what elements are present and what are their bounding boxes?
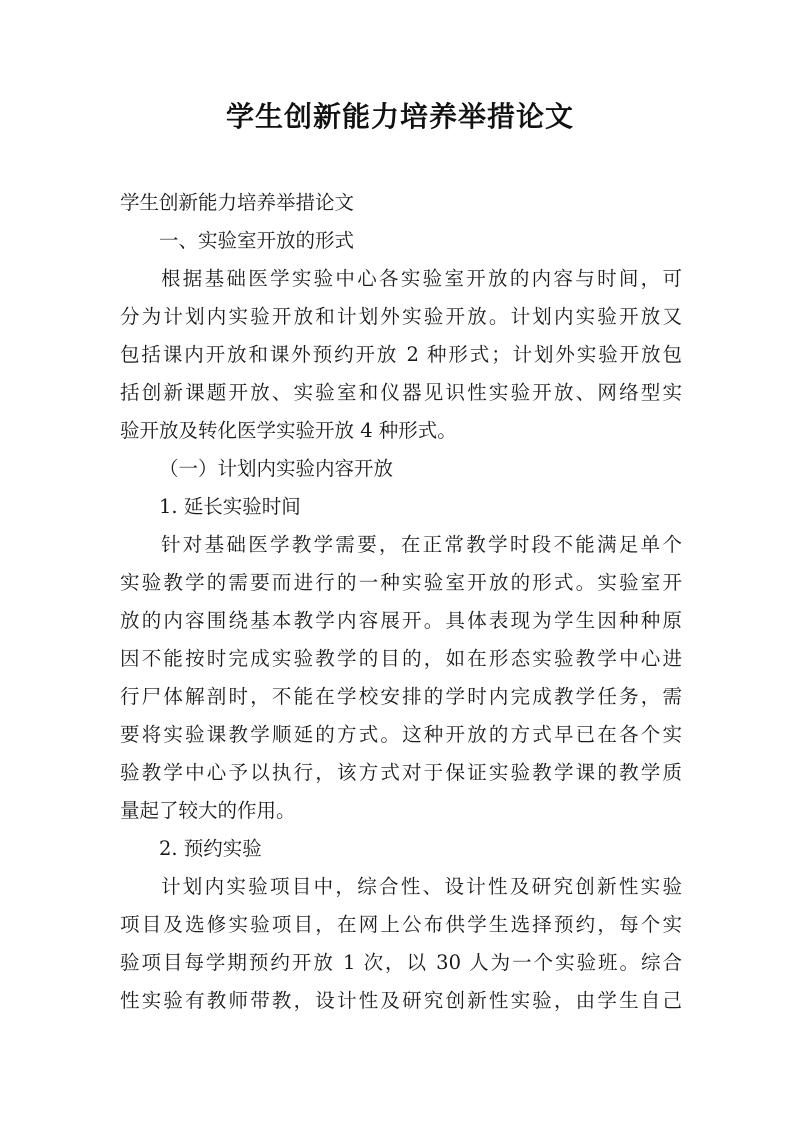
paragraph-line: 针对基础医学教学需要，在正常教学时段不能满足单个 — [161, 533, 682, 556]
paragraph-line: 实验教学的需要而进行的一种实验室开放的形式。实验室开 — [120, 571, 682, 594]
paragraph-line: 行尸体解剖时，不能在学校安排的学时内完成教学任务，需 — [120, 685, 682, 708]
paragraph-line: 验教学中心予以执行，该方式对于保证实验教学课的教学质 — [120, 761, 682, 784]
paragraph-line: 分为计划内实验开放和计划外实验开放。计划内实验开放又 — [120, 305, 682, 328]
document-body — [120, 184, 682, 1020]
paragraph-line: 验开放及转化医学实验开放 4 种形式。 — [120, 419, 457, 442]
section-heading: 一、实验室开放的形式 — [159, 229, 355, 252]
paragraph-line: 计划内实验项目中，综合性、设计性及研究创新性实验 — [161, 875, 682, 898]
subtitle-line: 学生创新能力培养举措论文 — [120, 191, 355, 214]
item-heading: 2. 预约实验 — [159, 837, 262, 860]
paragraph-line: 括创新课题开放、实验室和仪器见识性实验开放、网络型实 — [120, 381, 682, 404]
document-title: 学生创新能力培养举措论文 — [225, 100, 574, 133]
item-heading: 1. 延长实验时间 — [159, 495, 301, 518]
paragraph-line: 项目及选修实验项目，在网上公布供学生选择预约，每个实 — [120, 913, 682, 936]
paragraph-line: 放的内容围绕基本教学内容展开。具体表现为学生因种种原 — [120, 609, 682, 632]
paragraph-line: 因不能按时完成实验教学的目的，如在形态实验教学中心进 — [120, 647, 682, 670]
paragraph-line: 包括课内开放和课外预约开放 2 种形式；计划外实验开放包 — [120, 343, 682, 366]
paragraph-line: 验项目每学期预约开放 1 次，以 30 人为一个实验班。综合 — [120, 951, 682, 974]
paragraph-line: 量起了较大的作用。 — [120, 799, 296, 822]
paragraph-line: 根据基础医学实验中心各实验室开放的内容与时间，可 — [161, 267, 682, 290]
paragraph-line: 要将实验课教学顺延的方式。这种开放的方式早已在各个实 — [120, 723, 682, 746]
paragraph-line: 性实验有教师带教，设计性及研究创新性实验，由学生自己 — [120, 989, 682, 1012]
subsection-heading: （一）计划内实验内容开放 — [159, 457, 394, 480]
